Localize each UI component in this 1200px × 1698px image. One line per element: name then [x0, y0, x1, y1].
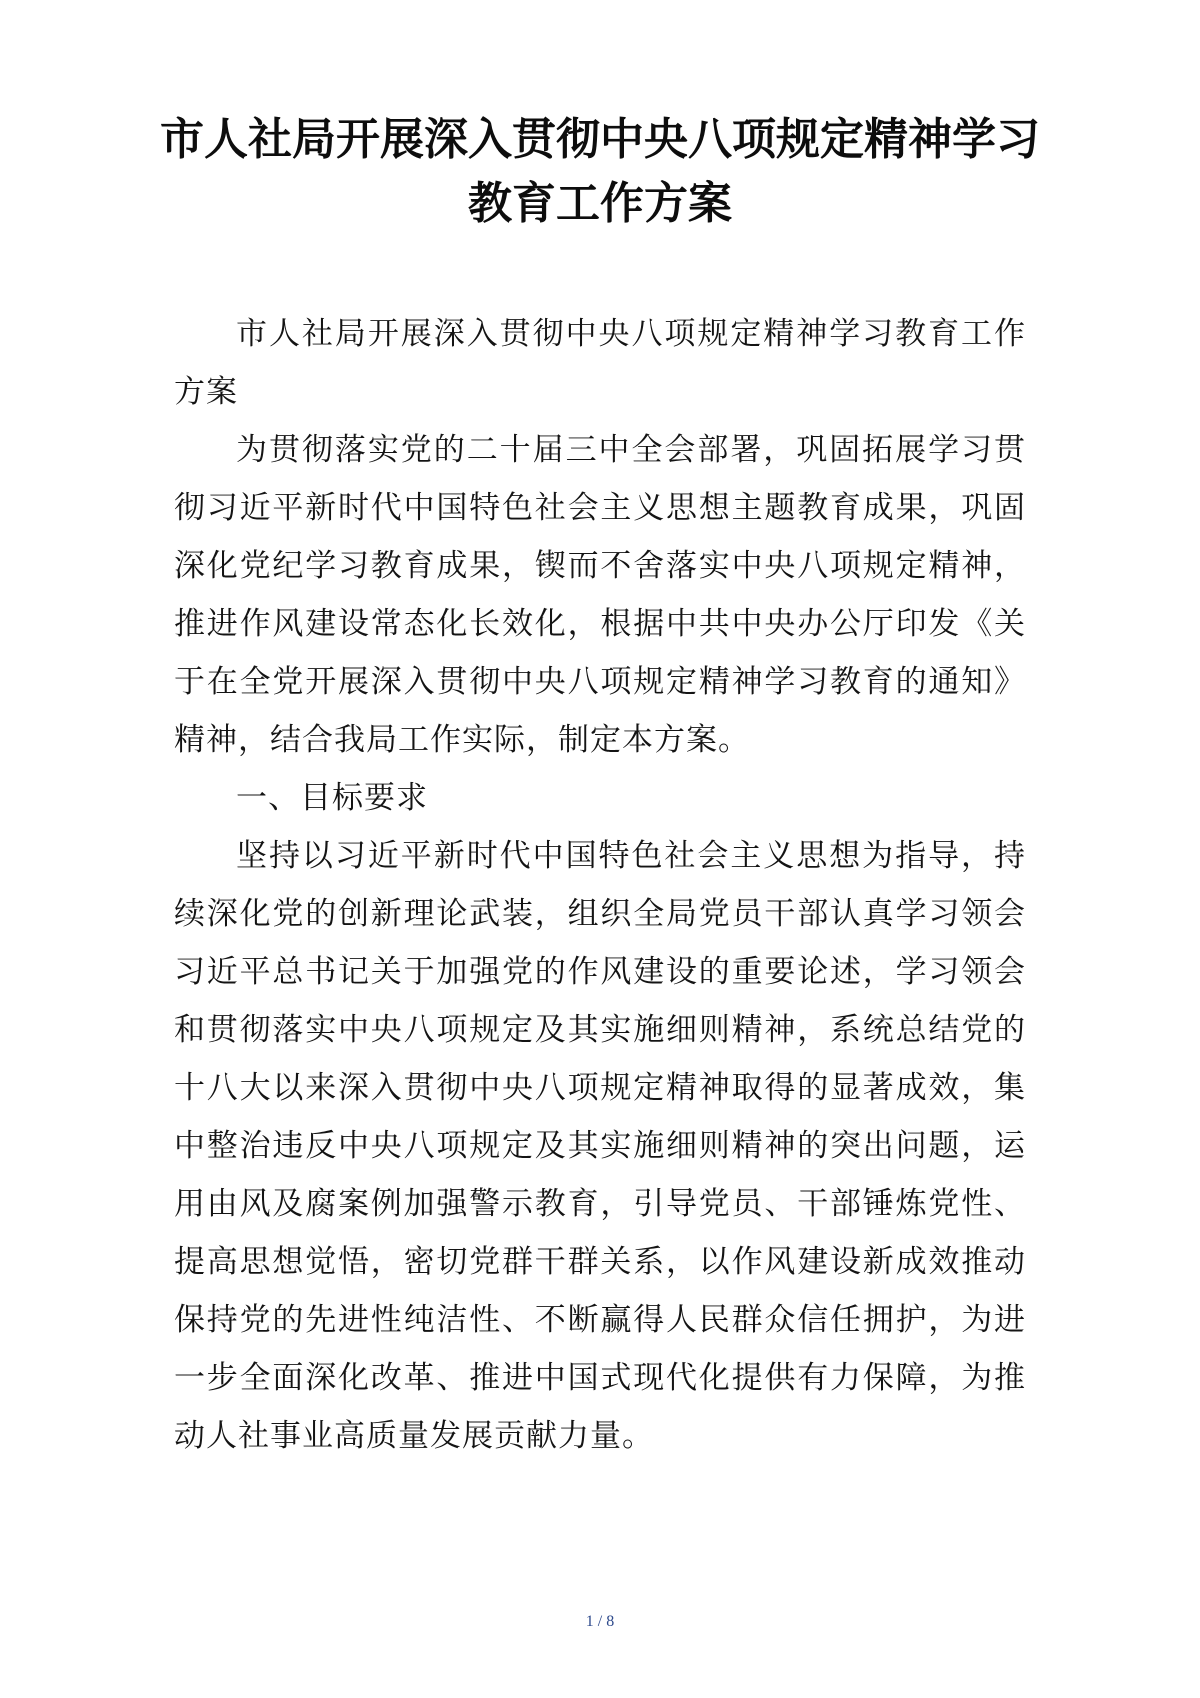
paragraph-introduction: 为贯彻落实党的二十届三中全会部署，巩固拓展学习贯彻习近平新时代中国特色社会主义思想主题教育成果，巩固深化党纪学习教育成果，锲而不舍落实中央八项规定精神，推进作风建设常态化长效化，根据中共中央办公厅印发《关于在全党开展深入贯彻中央八项规定精神学习教育的通知》精神，结合我局工作实际，制定本方案。	[174, 432, 1026, 758]
paragraph-plan-title: 市人社局开展深入贯彻中央八项规定精神学习教育工作方案	[174, 316, 1026, 410]
document-body	[174, 305, 1026, 1465]
page-number: 1 / 8	[585, 1613, 615, 1630]
document-title: 市人社局开展深入贯彻中央八项规定精神学习教育工作方案	[160, 114, 1040, 229]
section-heading-goals: 一、目标要求	[236, 780, 428, 816]
paragraph-goals: 坚持以习近平新时代中国特色社会主义思想为指导，持续深化党的创新理论武装，组织全局党员干部认真学习领会习近平总书记关于加强党的作风建设的重要论述，学习领会和贯彻落实中央八项规定及其实施细则精神，系统总结党的十八大以来深入贯彻中央八项规定精神取得的显著成效，集中整治违反中央八项规定及其实施细则精神的突出问题，运用由风及腐案例加强警示教育，引导党员、干部锤炼党性、提高思想觉悟，密切党群干群关系，以作风建设新成效推动保持党的先进性纯洁性、不断赢得人民群众信任拥护，为进一步全面深化改革、推进中国式现代化提供有力保障，为推动人社事业高质量发展贡献力量。	[174, 838, 1026, 1454]
